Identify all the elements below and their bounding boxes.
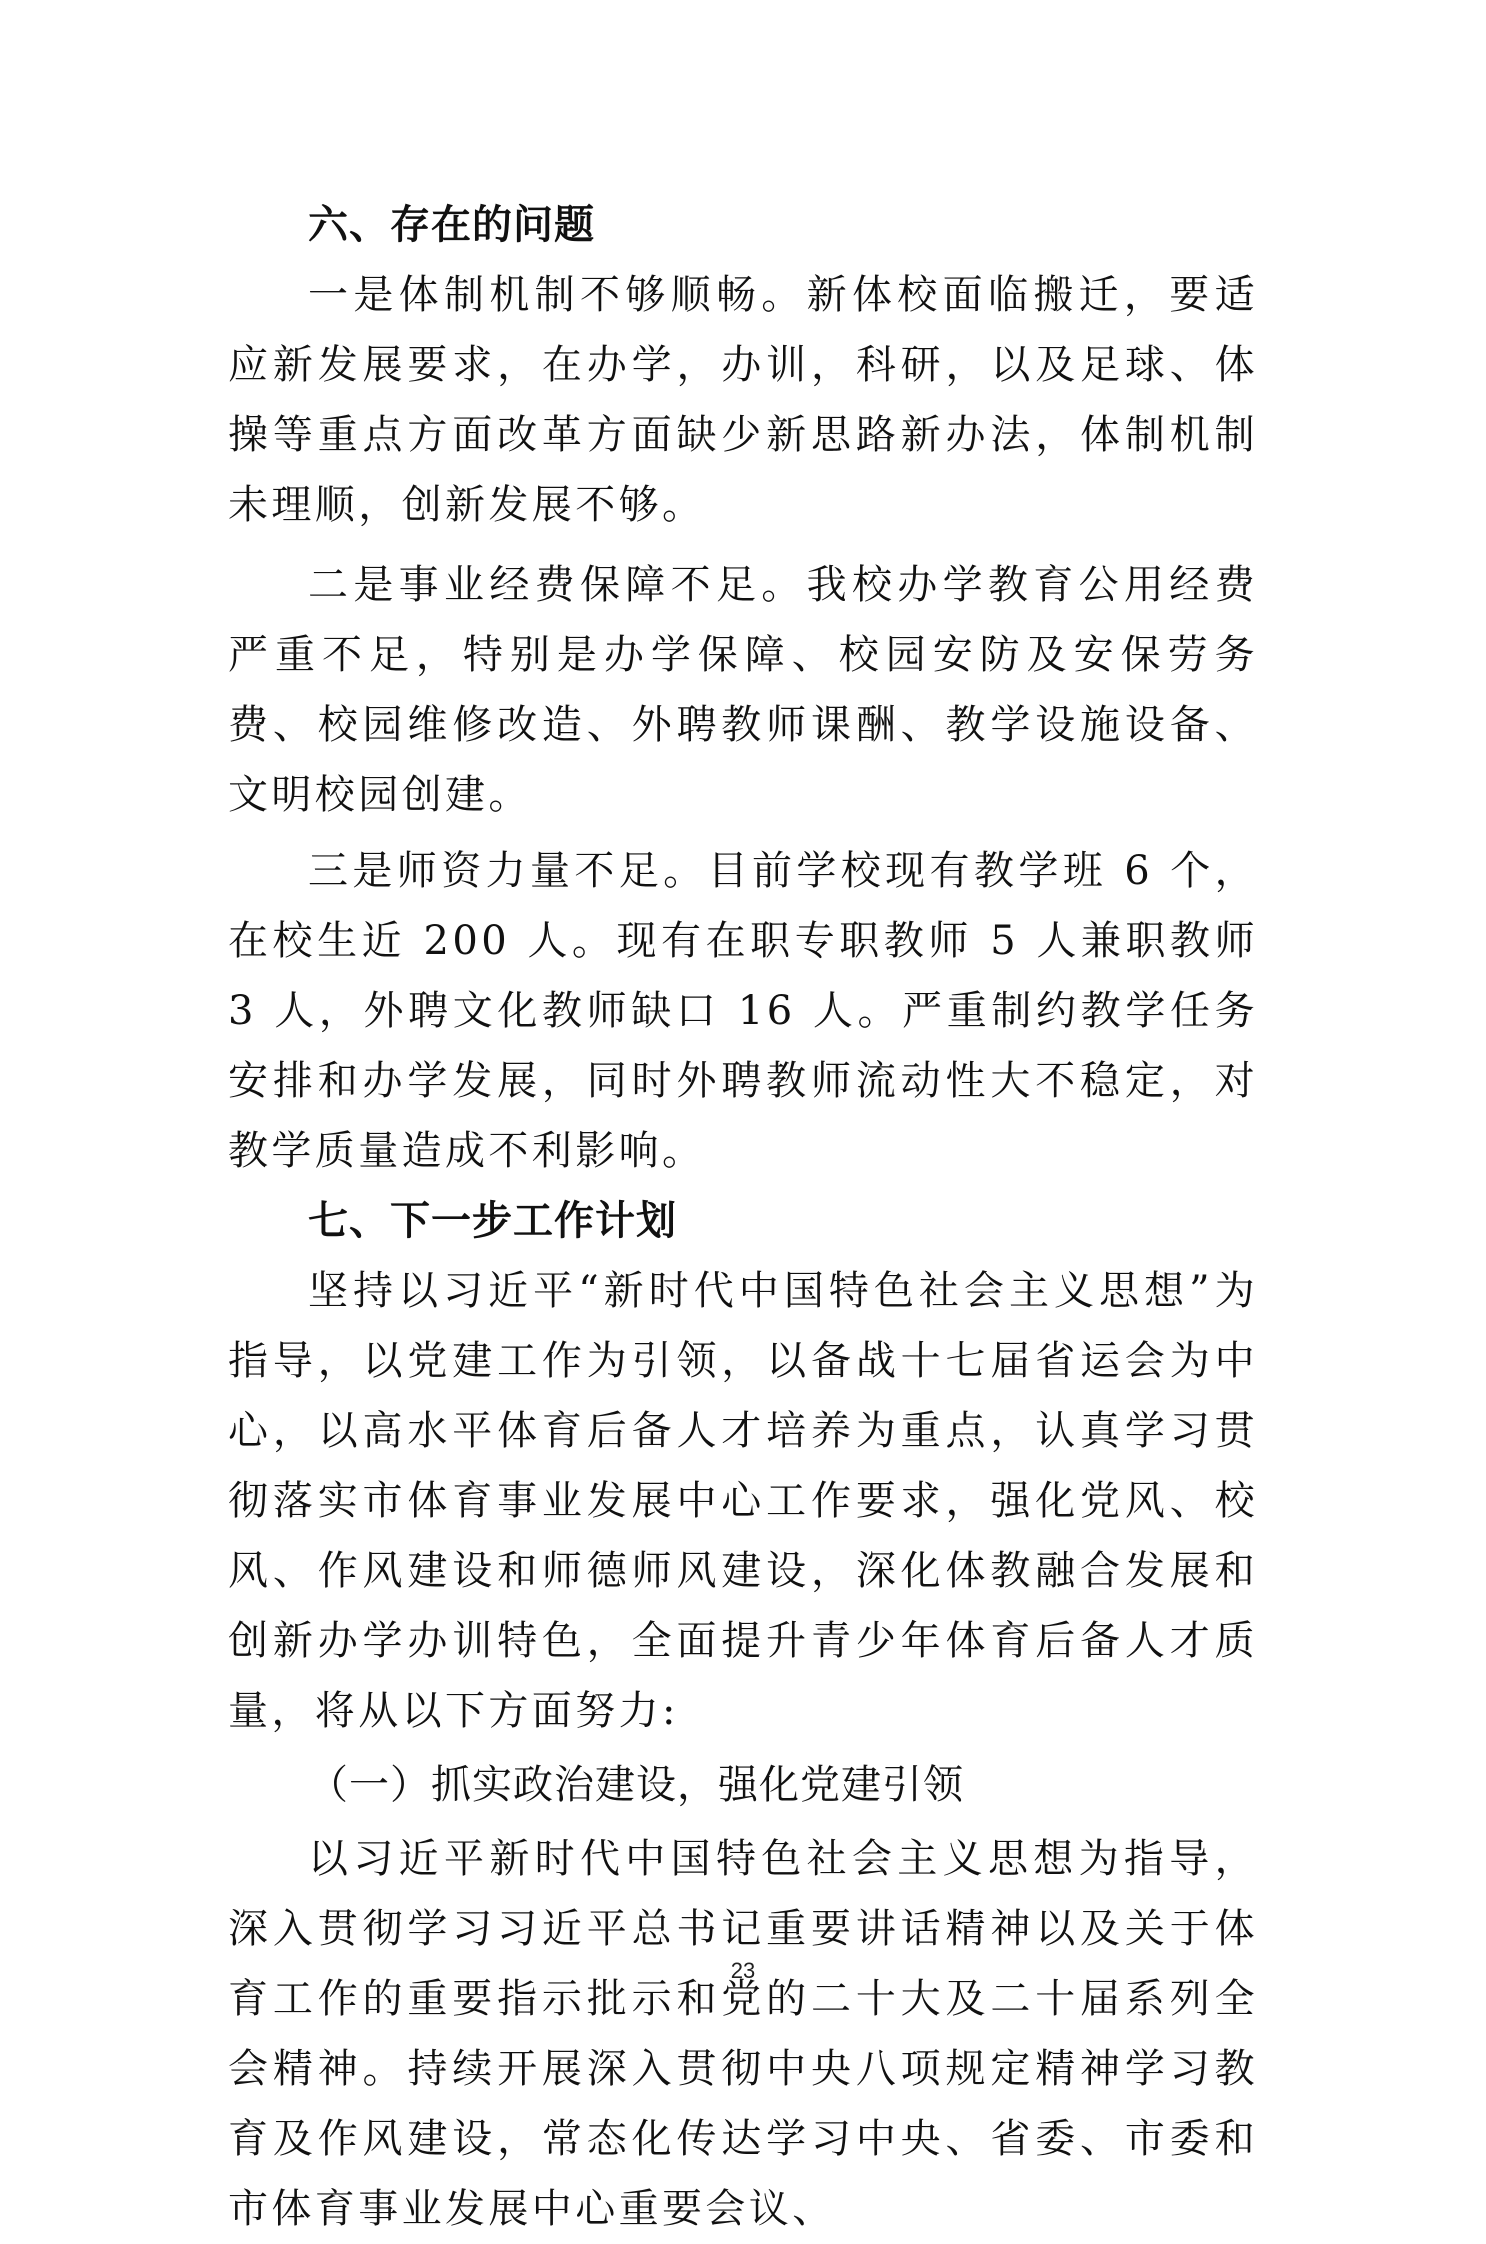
section-heading-next-plan: 七、下一步工作计划 xyxy=(308,1198,677,1244)
section-heading-problems: 六、存在的问题 xyxy=(308,202,595,248)
paragraph-plan-intro: 坚持以习近平“新时代中国特色社会主义思想”为指导，以党建工作为引领，以备战十七届省运会为中心，以高水平体育后备人才培养为重点，认真学习贯彻落实市体育事业发展中心工作要求，强化党风、校风、作风建设和师德师风建设，深化体教融合发展和创新办学办训特色，全面提升青少年体育后备人才质量，将从以下方面努力: xyxy=(228,1268,1258,1734)
paragraph-problem-3: 三是师资力量不足。目前学校现有教学班 6 个，在校生近 200 人。现有在职专职教师 5 人兼职教师 3 人，外聘文化教师缺口 16 人。严重制约教学任务安排和办学发展，同时外聘教师流动性大不稳定，对教学质量造成不利影响。 xyxy=(228,848,1258,1174)
paragraph-problem-1: 一是体制机制不够顺畅。新体校面临搬迁，要适应新发展要求，在办学，办训，科研，以及足球、体操等重点方面改革方面缺少新思路新办法，体制机制未理顺，创新发展不够。 xyxy=(228,272,1258,528)
page-content xyxy=(228,190,1258,2244)
paragraph-problem-2: 二是事业经费保障不足。我校办学教育公用经费严重不足，特别是办学保障、校园安防及安保劳务费、校园维修改造、外聘教师课酬、教学设施设备、文明校园创建。 xyxy=(228,562,1258,818)
page-number: 23 xyxy=(730,1958,756,1983)
subsection-heading-political: （一）抓实政治建设，强化党建引领 xyxy=(308,1762,964,1808)
paragraph-political: 以习近平新时代中国特色社会主义思想为指导，深入贯彻学习习近平总书记重要讲话精神以及关于体育工作的重要指示批示和党的二十大及二十届系列全会精神。持续开展深入贯彻中央八项规定精神学习教育及作风建设，常态化传达学习中央、省委、市委和市体育事业发展中心重要会议、 xyxy=(228,1836,1258,2232)
